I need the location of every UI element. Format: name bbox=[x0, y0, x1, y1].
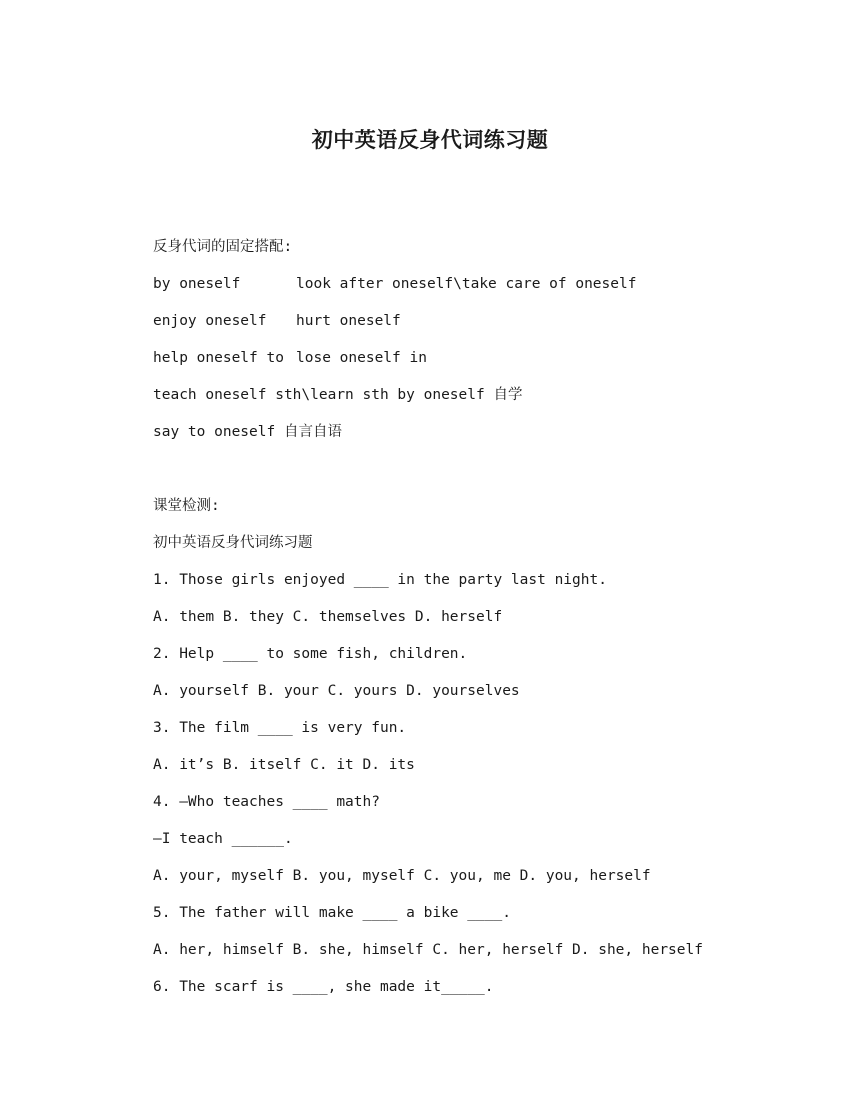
question-line: 6. The scarf is ____, she made it_____. bbox=[153, 979, 494, 995]
phrase-line: say to oneself 自言自语 bbox=[153, 424, 342, 440]
question-line: 4. –Who teaches ____ math? bbox=[153, 794, 380, 810]
phrase-left: help oneself to bbox=[153, 350, 284, 366]
options-line: A. them B. they C. themselves D. herself bbox=[153, 609, 503, 625]
phrase-line: teach oneself sth\learn sth by oneself 自学 bbox=[153, 387, 523, 403]
question-line: 3. The film ____ is very fun. bbox=[153, 720, 407, 736]
phrases-heading: 反身代词的固定搭配: bbox=[153, 239, 293, 255]
phrase-right: lose oneself in bbox=[296, 350, 427, 366]
options-line: A. her, himself B. she, himself C. her, herself D. she, herself bbox=[153, 942, 703, 958]
options-line: A. your, myself B. you, myself C. you, me D. you, herself bbox=[153, 868, 651, 884]
quiz-heading: 课堂检测: bbox=[153, 498, 220, 514]
question-line: –I teach ______. bbox=[153, 831, 293, 847]
question-line: 1. Those girls enjoyed ____ in the party last night. bbox=[153, 572, 607, 588]
phrase-row bbox=[153, 347, 833, 384]
question-line: 5. The father will make ____ a bike ____. bbox=[153, 905, 511, 921]
phrase-row bbox=[153, 273, 833, 310]
phrase-right: look after oneself\take care of oneself bbox=[296, 276, 637, 292]
page-title: 初中英语反身代词练习题 bbox=[311, 127, 549, 152]
section-gap bbox=[153, 458, 833, 495]
phrase-left: by oneself bbox=[153, 276, 241, 292]
phrase-left: enjoy oneself bbox=[153, 313, 267, 329]
question-line: 2. Help ____ to some fish, children. bbox=[153, 646, 468, 662]
options-line: A. it’s B. itself C. it D. its bbox=[153, 757, 415, 773]
document-body bbox=[153, 236, 833, 1013]
quiz-subtitle: 初中英语反身代词练习题 bbox=[153, 535, 313, 551]
options-line: A. yourself B. your C. yours D. yourselves bbox=[153, 683, 520, 699]
phrase-right: hurt oneself bbox=[296, 313, 401, 329]
phrase-row bbox=[153, 310, 833, 347]
